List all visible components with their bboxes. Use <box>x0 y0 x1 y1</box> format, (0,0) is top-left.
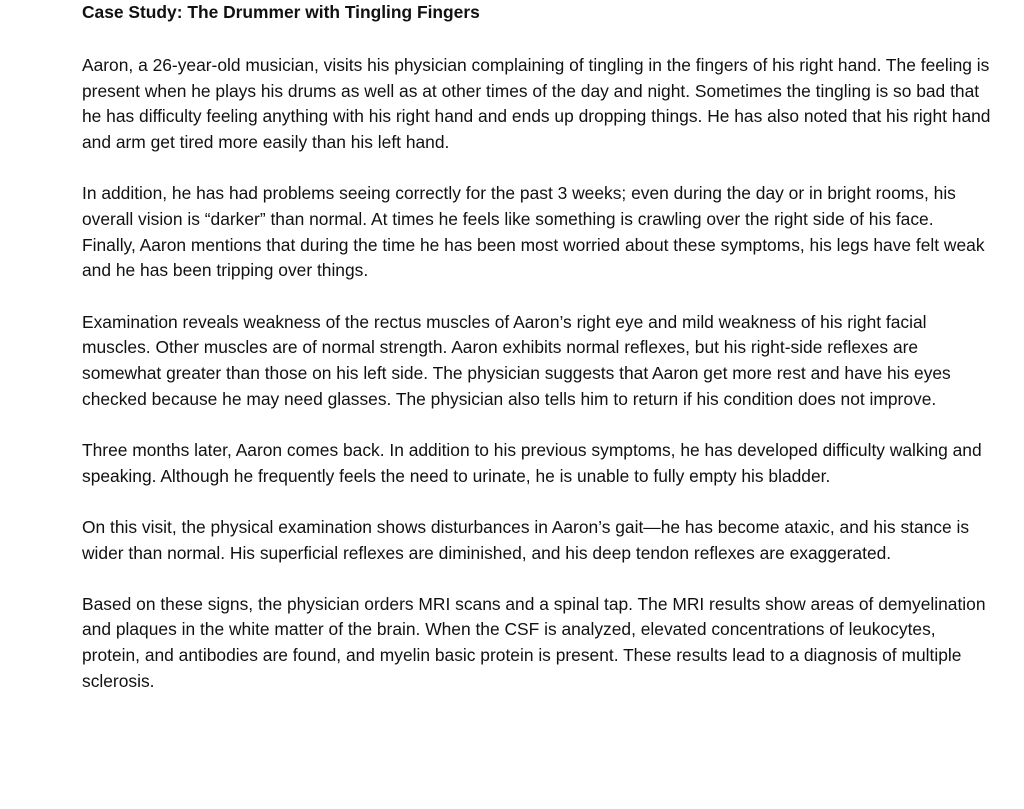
document-title: Case Study: The Drummer with Tingling Fingers <box>82 2 480 22</box>
paragraph-initial-visit: Aaron, a 26-year-old musician, visits his physician complaining of tingling in the fingers of his right hand. The feeling is present when he plays his drums as well as at other times of the day and night. Sometimes the tingling is so bad that he has difficulty feeling anything with his right hand and ends up dropping things. He has also noted that his right hand and arm get tired more easily than his left hand. <box>82 55 991 153</box>
paragraph-return-visit: Three months later, Aaron comes back. In addition to his previous symptoms, he has developed difficulty walking and speaking. Although he frequently feels the need to urinate, he is unable to fully empty his bladder. <box>82 439 982 486</box>
paragraph-examination: Examination reveals weakness of the rectus muscles of Aaron’s right eye and mild weakness of his right facial muscles. Other muscles are of normal strength. Aaron exhibits normal reflexes, but his right-side reflexes are somewhat greater than those on his left side. The physician suggests that Aaron get more rest and have his eyes checked because he may need glasses. The physician also tells him to return if his condition does not improve. <box>82 311 951 409</box>
document-body <box>82 0 992 695</box>
paragraph-physical-exam: On this visit, the physical examination shows disturbances in Aaron’s gait—he has become ataxic, and his stance is wider than normal. His superficial reflexes are diminished, and his deep tendon reflexes are exaggerated. <box>82 516 970 563</box>
paragraph-vision-symptoms: In addition, he has had problems seeing correctly for the past 3 weeks; even during the day or in bright rooms, his overall vision is “darker” than normal. At times he feels like something is crawling over the right side of his face. Finally, Aaron mentions that during the time he has been most worried about these symptoms, his legs have felt weak and he has been tripping over things. <box>82 183 985 281</box>
paragraph-diagnosis: Based on these signs, the physician orders MRI scans and a spinal tap. The MRI results show areas of demyelination and plaques in the white matter of the brain. When the CSF is analyzed, elevated concentrations of leukocytes, protein, and antibodies are found, and myelin basic protein is present. These results lead to a diagnosis of multiple sclerosis. <box>82 593 986 691</box>
